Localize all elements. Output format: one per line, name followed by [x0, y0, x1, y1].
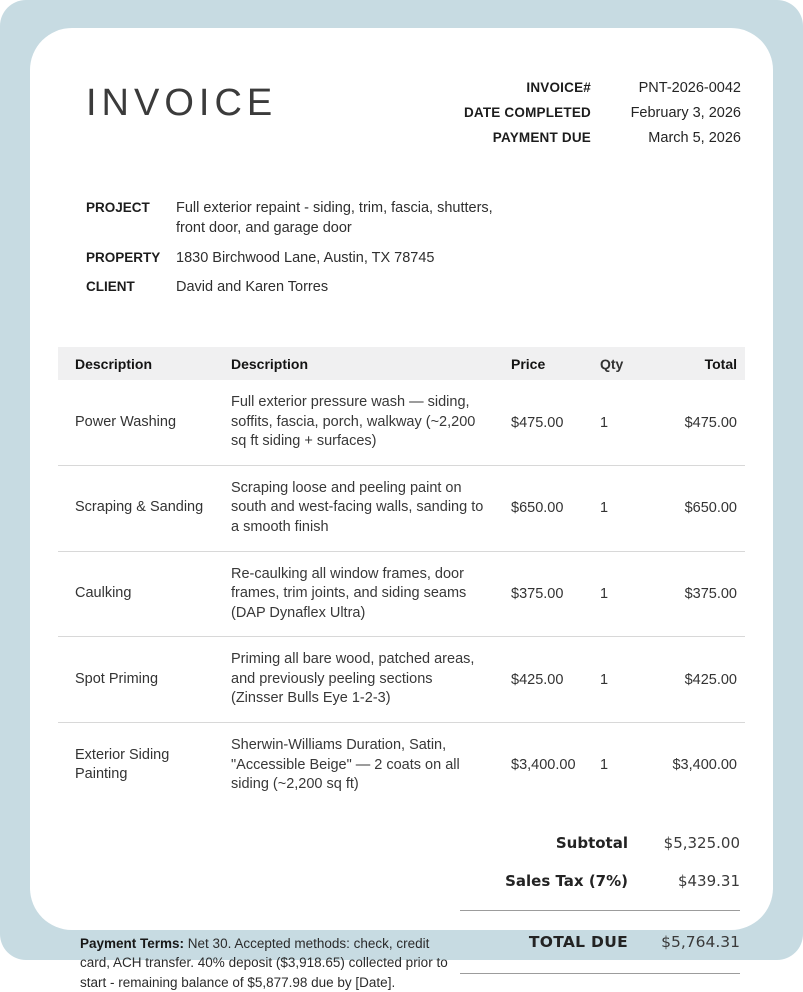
item-name: Caulking: [75, 585, 132, 602]
table-row: [58, 466, 745, 552]
total-due-value: $5,764.31: [661, 932, 740, 951]
date-completed-value: February 3, 2026: [630, 105, 741, 121]
line-items-table: [58, 347, 745, 807]
col-header-price: Price: [511, 355, 546, 372]
invoice-number-label: INVOICE#: [526, 80, 591, 95]
table-row: [58, 380, 745, 466]
item-qty: 1: [600, 671, 609, 688]
subtotal-row: [440, 834, 740, 852]
col-header-total: Total: [704, 355, 737, 372]
item-price: $3,400.00: [511, 757, 576, 774]
item-total: $650.00: [684, 500, 737, 517]
item-description: Priming all bare wood, patched areas, and previously peeling sections (Zinsser Bulls Eye 1-2-3): [231, 651, 475, 707]
item-description: Re-caulking all window frames, door frames, trim joints, and siding seams (DAP Dynaflex Ultra): [231, 565, 467, 621]
item-qty: 1: [600, 500, 609, 517]
item-price: $475.00: [511, 414, 564, 431]
date-completed-label: DATE COMPLETED: [463, 105, 591, 120]
item-price: $375.00: [511, 585, 564, 602]
item-qty: 1: [600, 414, 609, 431]
item-total: $375.00: [684, 585, 737, 602]
sales-tax-row: [440, 872, 740, 890]
item-description: Full exterior pressure wash — siding, soffits, fascia, porch, walkway (~2,200 sq ft siding + surfaces): [231, 394, 476, 450]
invoice-header: [58, 60, 745, 146]
item-description: Sherwin-Williams Duration, Satin, "Accessible Beige" — 2 coats on all siding (~2,200 sq ft): [231, 736, 460, 793]
table-row: [58, 552, 745, 638]
item-name: Exterior Siding Painting: [75, 746, 170, 783]
item-description: Scraping loose and peeling paint on south and west-facing walls, sanding to a smooth finish: [231, 479, 484, 535]
sales-tax-value: $439.31: [677, 871, 740, 890]
item-total: $425.00: [684, 671, 737, 688]
subtotal-label: Subtotal: [555, 833, 628, 852]
table-row: [58, 723, 745, 808]
project-value: Full exterior repaint - siding, trim, fascia, shutters, front door, and garage door: [176, 200, 493, 237]
col-header-name: Description: [75, 355, 153, 372]
item-total: $475.00: [684, 414, 737, 431]
payment-due-label: PAYMENT DUE: [492, 130, 591, 145]
payment-due-value: March 5, 2026: [648, 130, 741, 146]
sales-tax-label: Sales Tax (7%): [505, 871, 628, 890]
totals-section: [440, 834, 740, 890]
property-label: PROPERTY: [86, 249, 161, 265]
footer-section: [58, 910, 745, 992]
item-qty: 1: [600, 585, 609, 602]
table-row: [58, 637, 745, 723]
item-price: $650.00: [511, 500, 564, 517]
invoice-number-value: PNT-2026-0042: [638, 80, 741, 96]
item-name: Scraping & Sanding: [75, 499, 204, 516]
project-info: [86, 198, 745, 297]
total-due-row: [460, 933, 740, 951]
item-total: $3,400.00: [672, 757, 737, 774]
item-price: $425.00: [511, 671, 564, 688]
invoice-title: INVOICE: [86, 82, 278, 124]
project-label: PROJECT: [86, 200, 150, 215]
property-value: 1830 Birchwood Lane, Austin, TX 78745: [176, 249, 435, 266]
total-due-label: TOTAL DUE: [528, 932, 628, 951]
payment-terms-label: Payment Terms:: [80, 935, 185, 951]
col-header-description: Description: [231, 355, 309, 372]
subtotal-value: $5,325.00: [663, 833, 740, 852]
table-header-row: [58, 347, 745, 380]
client-value: David and Karen Torres: [176, 278, 329, 295]
invoice-card: [30, 28, 773, 990]
item-name: Spot Priming: [75, 670, 159, 687]
total-due-box: [460, 910, 740, 974]
invoice-meta: [464, 80, 741, 146]
payment-terms: [80, 934, 460, 992]
item-name: Power Washing: [75, 413, 177, 430]
item-qty: 1: [600, 757, 609, 774]
col-header-qty: Qty: [600, 355, 624, 372]
payment-terms-text: Net 30. Accepted methods: check, credit card, ACH transfer. 40% deposit ($3,918.65) collected prior to start - remaining balance of $5,877.98 due by [Date].: [80, 935, 448, 990]
client-label: CLIENT: [86, 278, 135, 294]
